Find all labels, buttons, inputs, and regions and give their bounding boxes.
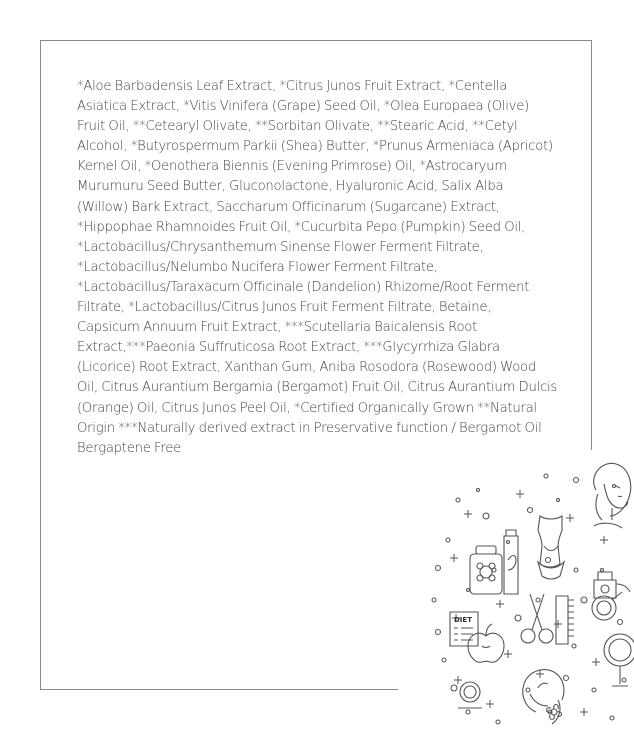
flower-icon [547, 705, 562, 720]
compact-powder-icon [592, 592, 622, 620]
apple-icon [468, 624, 504, 662]
beauty-icons-decoration [398, 450, 634, 732]
mirror-icon [604, 634, 634, 686]
cosmetic-jars-icon [470, 530, 518, 594]
swimsuit-icon [538, 516, 564, 579]
perfume-icon [594, 572, 630, 598]
ingredients-list: *Aloe Barbadensis Leaf Extract, *Citrus Junos Fruit Extract, *Centella Asiatica Extract, *Vitis Vinifera (Grape) Seed Oil, *Olea Europaea (Olive) Fruit Oil, **Cetearyl Olivate, **Sorbitan Olivate, **Stearic Acid, **Cetyl Alcohol, *Butyrospermum Parkii (Shea) Butter, *Prunus Armeniaca (Apricot) Kernel Oil, *Oenothera Biennis (Evening Primrose) Oil, *Astrocaryum Murumuru Seed Butter, Gluconolactone, Hyaluronic Acid, Salix Alba (Willow) Bark Extract, Saccharum Officinarum (Sugarcane) Extract, *Hippophae Rhamnoides Fruit Oil, *Cucurbita Pepo (Pumpkin) Seed Oil, *Lactobacillus/Chrysanthemum Sinense Flower Ferment Filtrate, *Lactobacillus/Nelumbo Nucifera Flower Ferment Filtrate, *Lactobacillus/Taraxacum Officinale (Dandelion) Rhizome/Root Ferment Filtrate, *Lactobacillus/Citrus Junos Fruit Ferment Filtrate, Betaine, Capsicum Annuum Fruit Extract, ***Scutellaria Baicalensis Root Extract,***Paeonia Suffruticosa Root Extract, ***Glycyrrhiza Glabra (Licorice) Root Extract, Xanthan Gum, Aniba Rosodora (Rosewood) Wood Oil, Citrus Aurantium Bergamia (Bergamot) Fruit Oil, Citrus Aurantium Dulcis (Orange) Oil, Citrus Junos Peel Oil, *Certified Organically Grown **Natural Origin ***Naturally derived extract in Preservative function / Bergamot Oil Bergaptene Free [77, 79, 558, 456]
woman-face-icon [594, 463, 631, 528]
diet-list-icon [450, 612, 478, 646]
comb-icon [556, 596, 574, 644]
diet-label: DIET [454, 616, 472, 624]
makeup-compact-icon [458, 682, 482, 708]
